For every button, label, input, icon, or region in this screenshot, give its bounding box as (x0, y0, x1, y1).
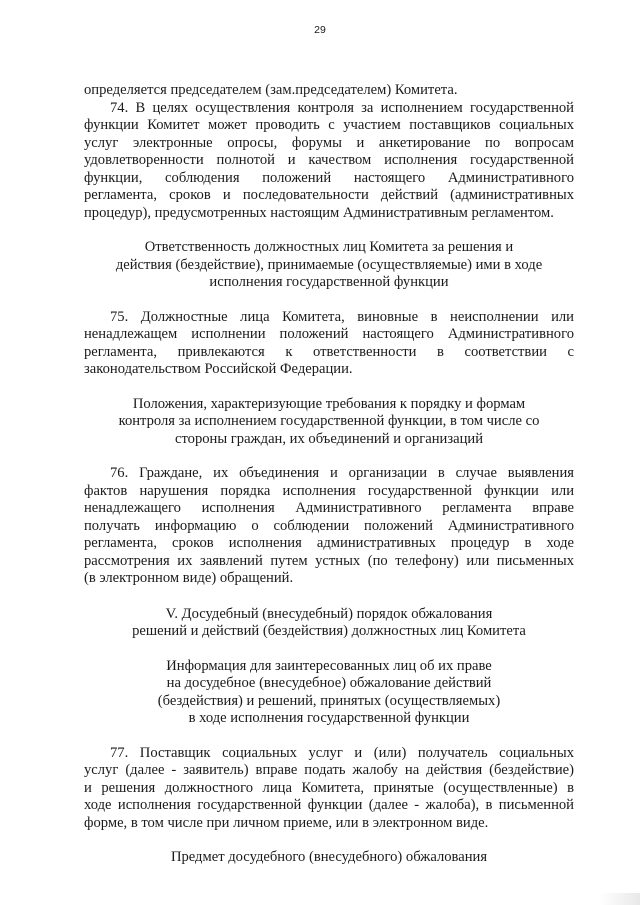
text-line: функции, соблюдения положений настоящего Административного (84, 169, 574, 186)
text-line: ходе исполнения государственной функции (далее - жалоба), в письменной (84, 797, 574, 813)
section-heading-control-requirements (84, 396, 574, 449)
text-line: определяется председателем (зам.председателем) Комитета. (84, 82, 458, 98)
heading-line: действия (бездействие), принимаемые (осуществляемые) ими в ходе (115, 256, 543, 273)
text-line: ненадлежащего исполнения Административного регламента вправе (84, 500, 574, 516)
heading-line: Информация для заинтересованных лиц об их праве (166, 657, 492, 674)
document-body (84, 82, 574, 867)
heading-line: в ходе исполнения государственной функции (188, 710, 470, 726)
page-number: 29 (314, 24, 326, 36)
paragraph-continuation (84, 82, 574, 100)
text-line: ненадлежащем исполнении положений настоящего Административного (84, 326, 574, 342)
text-line: (в электронном виде) обращений. (84, 570, 294, 586)
text-line: 77. Поставщик социальных услуг и (или) получатель социальных (110, 744, 574, 761)
section-heading-appeal-subject (84, 849, 574, 867)
text-line: регламента, сроков исполнения административных процедур в ходе (84, 535, 574, 551)
section-heading-responsibility (84, 239, 574, 292)
text-line: процедур), предусмотренных настоящим Административным регламентом. (84, 204, 554, 221)
text-line: регламента, привлекаются к ответственности в соответствии с (84, 343, 574, 360)
text-line: функции Комитет может проводить с участием поставщиков социальных (84, 117, 574, 133)
text-line: получать информацию о соблюдении положений Административного (84, 517, 574, 534)
heading-line: Ответственность должностных лиц Комитета за решения и (144, 239, 514, 255)
text-line: законодательством Российской Федерации. (84, 361, 353, 377)
paragraph-item-76 (84, 465, 574, 588)
heading-line: исполнения государственной функции (209, 274, 449, 290)
text-line: фактов нарушения порядка исполнения государственной функции или (84, 482, 574, 499)
text-line: услуг электронные опросы, форумы и анкетирование по вопросам (84, 134, 574, 151)
section-heading-appeal-procedure (84, 606, 574, 641)
paragraph-item-75 (84, 309, 574, 379)
heading-line: Положения, характеризующие требования к порядку и формам (132, 395, 526, 412)
text-line: форме, в том числе при личном приеме, или в электронном виде. (84, 814, 489, 831)
scan-edge-mark (600, 893, 640, 905)
section-heading-appeal-rights-info (84, 658, 574, 728)
text-line: 74. В целях осуществления контроля за исполнением государственной (110, 99, 574, 116)
paragraph-item-74 (84, 100, 574, 223)
heading-line: контроля за исполнением государственной функции, в том числе со (118, 413, 540, 429)
text-line: услуг (далее - заявитель) вправе подать жалобу на действия (бездействие) (84, 762, 574, 778)
text-line: 76. Граждане, их объединения и организации в случае выявления (110, 465, 574, 481)
text-line: удовлетворенности полнотой и качеством исполнения государственной (84, 152, 574, 168)
heading-line: стороны граждан, их объединений и организаций (174, 430, 484, 447)
heading-line: (бездействия) и решений, принятых (осуществляемых) (157, 692, 501, 709)
heading-line: решений и действий (бездействия) должностных лиц Комитета (132, 623, 526, 639)
text-line: рассмотрения их заявлений путем устных (по телефону) или письменных (84, 552, 574, 569)
text-line: и решения должностного лица Комитета, принятые (осуществленные) в (84, 779, 574, 796)
paragraph-item-77 (84, 745, 574, 833)
heading-line: на досудебное (внесудебное) обжалование действий (166, 675, 492, 691)
heading-line: V. Досудебный (внесудебный) порядок обжалования (165, 605, 493, 622)
text-line: регламента, сроков и последовательности действий (административных (84, 187, 574, 203)
heading-line: Предмет досудебного (внесудебного) обжалования (170, 849, 488, 865)
text-line: 75. Должностные лица Комитета, виновные в неисполнении или (110, 308, 574, 325)
